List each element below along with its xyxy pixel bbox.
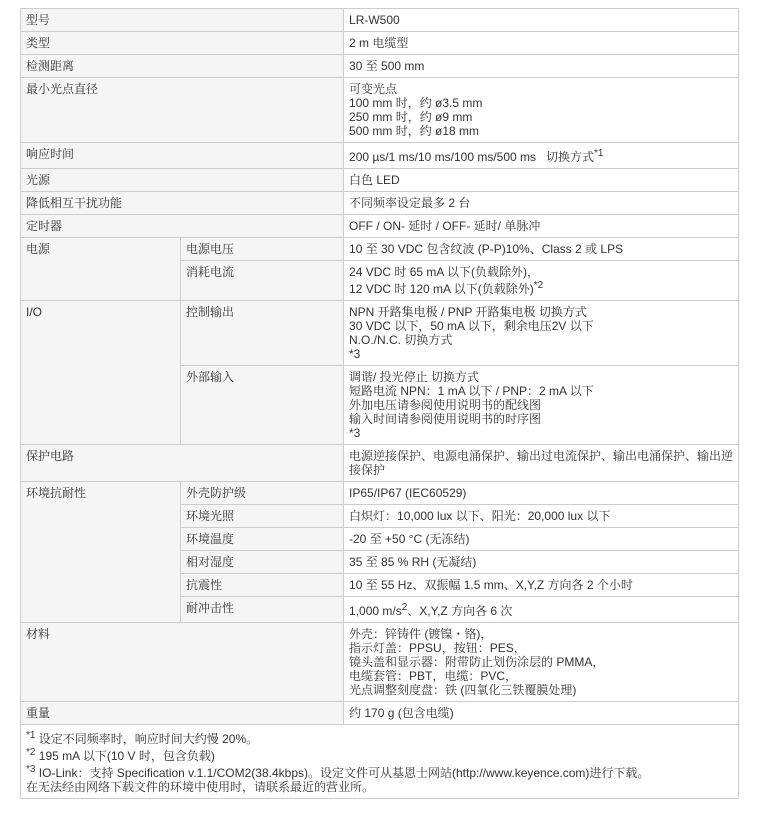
spec-label-material: 材料	[21, 623, 344, 702]
current-consumption-line: 12 VDC 时 120 mA 以下(负载除外)	[349, 282, 534, 296]
spec-row-type	[21, 32, 739, 55]
spec-value-weight: 约 170 g (包含电缆)	[344, 702, 739, 725]
spec-value-enclosure-rating: IP65/IP67 (IEC60529)	[344, 482, 739, 505]
spec-row-light-source	[21, 169, 739, 192]
spec-label-supply-voltage: 电源电压	[181, 238, 344, 261]
spot-diameter-line: 100 mm 时，约 ø3.5 mm	[349, 96, 483, 110]
spec-table	[20, 8, 739, 799]
external-input-note-ref: *3	[349, 426, 361, 440]
material-line: 镜头盖和显示器：附带防止划伤涂层的 PMMA，	[349, 655, 605, 669]
spec-label-shock-resistance: 耐冲击性	[181, 597, 344, 623]
spec-row-supply-voltage	[21, 238, 739, 261]
spec-row-weight	[21, 702, 739, 725]
spec-value-relative-humidity: 35 至 85 % RH (无凝结)	[344, 551, 739, 574]
spec-group-environmental-resistance: 环境抗耐性	[21, 482, 181, 623]
spec-group-power-supply: 电源	[21, 238, 181, 301]
shock-value-rest: 、X,Y,Z 方向各 6 次	[407, 604, 513, 618]
spec-value-timer: OFF / ON- 延时 / OFF- 延时/ 单脉冲	[344, 215, 739, 238]
spec-label-relative-humidity: 相对湿度	[181, 551, 344, 574]
spec-value-external-input	[344, 366, 739, 445]
material-line: 光点调整刻度盘：铁 (四氧化三铁覆膜处理)	[349, 683, 577, 697]
spec-value-control-output	[344, 301, 739, 366]
spec-value-current-consumption	[344, 261, 739, 301]
spec-label-model: 型号	[21, 9, 344, 32]
control-output-line: NPN 开路集电极 / PNP 开路集电极 切换方式	[349, 305, 587, 319]
spec-label-weight: 重量	[21, 702, 344, 725]
external-input-line: 短路电流 NPN：1 mA 以下 / PNP：2 mA 以下	[349, 384, 594, 398]
spec-row-protection-circuit	[21, 445, 739, 482]
spot-diameter-line: 可变光点	[349, 82, 398, 96]
external-input-line: 输入时间请参阅使用说明书的时序图	[349, 412, 542, 426]
spec-value-interference-reduction: 不同频率设定最多 2 台	[344, 192, 739, 215]
footnote-mark-2: *2	[26, 747, 36, 758]
spec-label-external-input: 外部输入	[181, 366, 344, 445]
footnote-text-1: 设定不同频率时，响应时间大约慢 20%。	[38, 732, 259, 746]
spec-label-protection-circuit: 保护电路	[21, 445, 344, 482]
spec-row-enclosure-rating	[21, 482, 739, 505]
spec-label-ambient-light: 环境光照	[181, 505, 344, 528]
material-line: 指示灯盖：PPSU，按钮：PES，	[349, 641, 526, 655]
spec-row-response-time	[21, 143, 739, 169]
spec-value-ambient-light: 白炽灯：10,000 lux 以下、阳光：20,000 lux 以下	[344, 505, 739, 528]
material-line: 外壳：锌铸件 (镀镍・铬)，	[349, 627, 493, 641]
spec-row-control-output	[21, 301, 739, 366]
spec-group-io: I/O	[21, 301, 181, 445]
shock-unit-exponent: 2	[401, 602, 408, 613]
footnote-mark-1: *1	[26, 730, 36, 741]
control-output-line: 30 VDC 以下，50 mA 以下，剩余电压2V 以下	[349, 319, 594, 333]
spec-label-type: 类型	[21, 32, 344, 55]
current-consumption-line-with-note	[349, 279, 733, 296]
spec-label-vibration-resistance: 抗震性	[181, 574, 344, 597]
spec-label-min-spot-diameter: 最小光点直径	[21, 78, 344, 143]
spec-value-light-source: 白色 LED	[344, 169, 739, 192]
footnote-mark-3: *3	[26, 764, 36, 775]
footnote-3-continuation: 在无法经由网络下载文件的环境中使用时，请联系最近的营业所。	[26, 780, 375, 794]
spec-value-shock-resistance	[344, 597, 739, 623]
spec-row-interference-reduction	[21, 192, 739, 215]
spec-value-model: LR-W500	[344, 9, 739, 32]
control-output-note-ref: *3	[349, 347, 361, 361]
spec-row-min-spot-diameter	[21, 78, 739, 143]
spec-value-vibration-resistance: 10 至 55 Hz、双振幅 1.5 mm、X,Y,Z 方向各 2 个小时	[344, 574, 739, 597]
response-time-text: 200 µs/1 ms/10 ms/100 ms/500 ms 切换方式	[349, 150, 595, 164]
spec-value-protection-circuit: 电源逆接保护、电源电涌保护、输出过电流保护、输出电涌保护、输出逆接保护	[344, 445, 739, 482]
spec-label-response-time: 响应时间	[21, 143, 344, 169]
footnote-text-2: 195 mA 以下(10 V 时，包含负载)	[38, 749, 215, 763]
footnote-text-3: IO-Link：支持 Specification v.1.1/COM2(38.4kbps)。设定文件可从基恩士网站(http://www.keyence.com)进行下载。	[38, 766, 650, 780]
footnote-1	[26, 729, 733, 746]
spec-label-interference-reduction: 降低相互干扰功能	[21, 192, 344, 215]
spec-value-material	[344, 623, 739, 702]
spec-row-material	[21, 623, 739, 702]
external-input-line: 调谐/ 投光停止 切换方式	[349, 370, 480, 384]
spec-label-control-output: 控制输出	[181, 301, 344, 366]
shock-value: 1,000 m/s	[349, 604, 402, 618]
footnote-ref-2: *2	[533, 280, 544, 291]
spec-label-current-consumption: 消耗电流	[181, 261, 344, 301]
footnote-2	[26, 746, 733, 763]
spot-diameter-line: 250 mm 时，约 ø9 mm	[349, 110, 473, 124]
footnote-ref-1: *1	[594, 148, 604, 159]
spec-value-detection-distance: 30 至 500 mm	[344, 55, 739, 78]
spec-value-min-spot-diameter	[344, 78, 739, 143]
material-line: 电缆套管：PBT，电缆：PVC，	[349, 669, 518, 683]
current-consumption-line: 24 VDC 时 65 mA 以下(负载除外)，	[349, 265, 540, 279]
spec-value-supply-voltage: 10 至 30 VDC 包含纹波 (P-P)10%、Class 2 或 LPS	[344, 238, 739, 261]
spec-value-response-time	[344, 143, 739, 169]
spec-label-enclosure-rating: 外壳防护级	[181, 482, 344, 505]
spot-diameter-line: 500 mm 时，约 ø18 mm	[349, 124, 480, 138]
spec-row-model	[21, 9, 739, 32]
spec-label-detection-distance: 检测距离	[21, 55, 344, 78]
spec-value-ambient-temperature: -20 至 +50 °C (无冻结)	[344, 528, 739, 551]
spec-label-timer: 定时器	[21, 215, 344, 238]
control-output-line: N.O./N.C. 切换方式	[349, 333, 453, 347]
footnote-3	[26, 763, 733, 780]
spec-label-light-source: 光源	[21, 169, 344, 192]
spec-label-ambient-temperature: 环境温度	[181, 528, 344, 551]
external-input-line: 外加电压请参阅使用说明书的配线图	[349, 398, 542, 412]
spec-row-detection-distance	[21, 55, 739, 78]
spec-value-type: 2 m 电缆型	[344, 32, 739, 55]
footnotes	[21, 725, 739, 799]
footnotes-row	[21, 725, 739, 799]
spec-row-timer	[21, 215, 739, 238]
